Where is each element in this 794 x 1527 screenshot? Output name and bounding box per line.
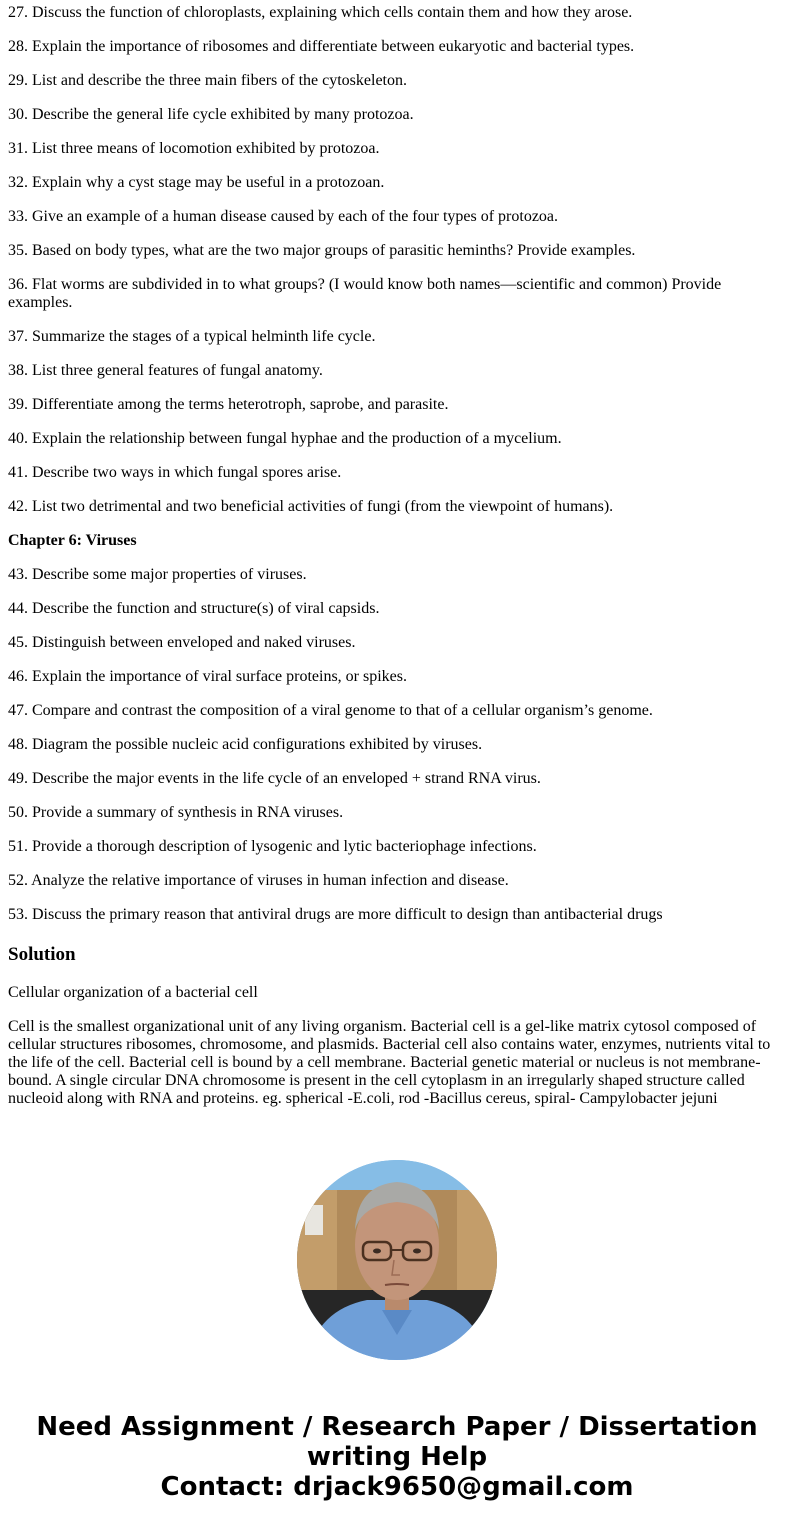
question-45: 45. Distinguish between enveloped and naked viruses. [8,634,356,651]
document-body [0,4,794,1108]
question-39: 39. Differentiate among the terms heterotroph, saprobe, and parasite. [8,396,449,413]
question-40: 40. Explain the relationship between fungal hyphae and the production of a mycelium. [8,430,562,447]
question-37: 37. Summarize the stages of a typical helminth life cycle. [8,328,376,345]
question-43: 43. Describe some major properties of viruses. [8,566,307,583]
question-42: 42. List two detrimental and two beneficial activities of fungi (from the viewpoint of humans). [8,498,614,515]
solution-body: Cell is the smallest organizational unit of any living organism. Bacterial cell is a gel-like matrix cytosol composed of cellular structures ribosomes, chromosome, and plasmids. Bacterial cell also contains water, enzymes, nutrients vital to the life of the cell. Bacterial cell is bound by a cell membrane. Bacterial genetic material or nucleus is not membrane-bound. A single circular DNA chromosome is present in the cell cytoplasm in an irregularly shaped structure called nucleoid along with RNA and proteins. eg. spherical -E.coli, rod -Bacillus cereus, spiral- Campylobacter jejuni [8,1018,771,1107]
question-28: 28. Explain the importance of ribosomes and differentiate between eukaryotic and bacterial types. [8,38,635,55]
question-32: 32. Explain why a cyst stage may be useful in a protozoan. [8,174,385,191]
question-30: 30. Describe the general life cycle exhibited by many protozoa. [8,106,414,123]
questions-list-part2 [8,566,786,924]
question-33: 33. Give an example of a human disease caused by each of the four types of protozoa. [8,208,559,225]
questions-list-part1 [8,4,786,516]
question-47: 47. Compare and contrast the composition of a viral genome to that of a cellular organism’s genome. [8,702,653,719]
question-36: 36. Flat worms are subdivided in to what groups? (I would know both names—scientific and common) Provide examples. [8,276,722,311]
promo-contact: Contact: drjack9650@gmail.com [160,1472,634,1502]
promo-line-2: writing Help [306,1442,488,1472]
question-46: 46. Explain the importance of viral surface proteins, or spikes. [8,668,407,685]
promo-line-1: Need Assignment / Research Paper / Dissertation [36,1412,758,1442]
question-48: 48. Diagram the possible nucleic acid configurations exhibited by viruses. [8,736,483,753]
promo-banner [0,1412,794,1502]
question-35: 35. Based on body types, what are the two major groups of parasitic heminths? Provide examples. [8,242,636,259]
question-27: 27. Discuss the function of chloroplasts, explaining which cells contain them and how they arose. [8,4,633,21]
question-29: 29. List and describe the three main fibers of the cytoskeleton. [8,72,407,89]
avatar-container [0,1160,794,1360]
solution-heading: Solution [8,944,76,965]
author-portrait-icon [297,1160,497,1360]
question-53: 53. Discuss the primary reason that antiviral drugs are more difficult to design than antibacterial drugs [8,906,663,923]
question-31: 31. List three means of locomotion exhibited by protozoa. [8,140,380,157]
question-50: 50. Provide a summary of synthesis in RNA viruses. [8,804,344,821]
question-52: 52. Analyze the relative importance of viruses in human infection and disease. [8,872,509,889]
question-51: 51. Provide a thorough description of lysogenic and lytic bacteriophage infections. [8,838,537,855]
solution-subtitle: Cellular organization of a bacterial cell [8,984,258,1001]
question-49: 49. Describe the major events in the life cycle of an enveloped + strand RNA virus. [8,770,541,787]
question-44: 44. Describe the function and structure(s) of viral capsids. [8,600,380,617]
chapter-heading: Chapter 6: Viruses [8,532,137,549]
author-avatar [297,1160,497,1360]
question-38: 38. List three general features of fungal anatomy. [8,362,323,379]
question-41: 41. Describe two ways in which fungal spores arise. [8,464,342,481]
